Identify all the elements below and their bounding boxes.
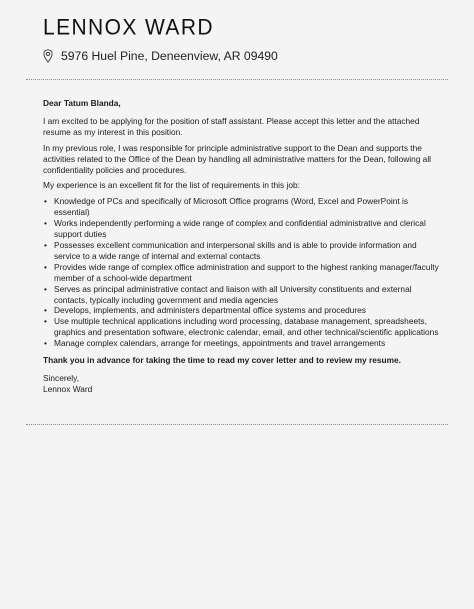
paragraph-fit: My experience is an excellent fit for the list of requirements in this job: xyxy=(43,180,300,191)
list-item: • Works independently performing a wide range of complex and confidential administrative and clerical support duties xyxy=(44,218,426,240)
address-line xyxy=(43,49,278,63)
requirements-list xyxy=(43,196,443,349)
bottom-divider xyxy=(26,424,448,425)
signature-name: Lennox Ward xyxy=(43,383,93,394)
location-pin-icon xyxy=(43,49,53,63)
greeting: Dear Tatum Blanda, xyxy=(43,98,121,108)
top-divider xyxy=(26,79,448,80)
closing-statement: Thank you in advance for taking the time to read my cover letter and to review my resume. xyxy=(43,355,401,366)
list-item: • Manage complex calendars, arrange for meetings, appointments and travel arrangements xyxy=(44,338,386,349)
signature-block xyxy=(43,373,443,395)
applicant-name: LENNOX WARD xyxy=(43,15,214,40)
list-item: • Use multiple technical applications including word processing, database management, spreadsheets, graphics and presentation software, electronic calendar, email, and other technical/scientific applications xyxy=(44,316,439,338)
paragraph-previous-role: In my previous role, I was responsible for principle administrative support to the Dean and supports the activities related to the Office of the Dean by handling all administrative matters for the Dean, following all confidentiality policies and procedures. xyxy=(43,142,432,175)
sign-off: Sincerely, xyxy=(43,372,80,383)
address-text: 5976 Huel Pine, Deneenview, AR 09490 xyxy=(61,49,278,63)
list-item: • Knowledge of PCs and specifically of Microsoft Office programs (Word, Excel and PowerPoint is essential) xyxy=(44,196,408,218)
list-item: • Provides wide range of complex office administration and support to the highest ranking manager/faculty member of a school-wide department xyxy=(44,261,439,283)
list-item: • Possesses excellent communication and interpersonal skills and is able to provide information and service to a wide range of internal and external contacts xyxy=(44,239,417,261)
paragraph-intro: I am excited to be applying for the position of staff assistant. Please accept this letter and the attached resume as my interest in this position. xyxy=(43,115,420,137)
list-item: • Serves as principal administrative contact and liaison with all University constituents and external contacts, typically including government and media agencies xyxy=(44,283,412,305)
list-item: • Develops, implements, and administers departmental office systems and procedures xyxy=(44,305,366,316)
letter-body xyxy=(43,98,443,395)
